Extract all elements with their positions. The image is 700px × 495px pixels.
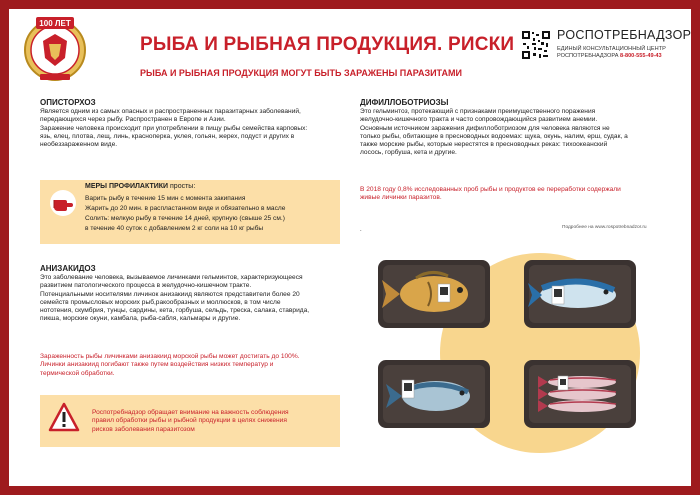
anisakidosis-text: [40, 274, 350, 324]
text-line: рисков заболевания паразитозом: [92, 425, 195, 433]
text-line: Заражение человека происходит при употреблении в пищу рыбы семейства карповых:: [40, 124, 308, 132]
text-line: Роспотребнадзор обращает внимание на важность соблюдения: [92, 409, 289, 416]
diphyllobothriasis-highlight: [360, 186, 670, 203]
warning-triangle-icon: [48, 402, 80, 432]
prevention-item: Варить рыбу в течение 15 мин с момента закипания: [85, 195, 246, 202]
opisthorchiasis-heading: ОПИСТОРХОЗ: [40, 98, 96, 107]
text-line: Это заболевание человека, вызываемое личинками гельминтов, характеризующееся: [40, 274, 303, 281]
text-line: язь, елец, плотва, лещ, линь, красноперка, уклея, гольян, жерех, подуст и других в: [40, 132, 295, 140]
text-line: передающихся через рыбу. Распространен в Европе и Азии.: [40, 116, 226, 124]
qr-code[interactable]: [521, 30, 551, 60]
text-line: пикша, морские окуни, камбала, рыба-сабля, кальмары и другие.: [40, 315, 241, 323]
brand-name: РОСПОТРЕБНАДЗОР: [557, 28, 692, 42]
prevention-item: Жарить до 20 мин. в распластанном виде и обязательно в масле: [85, 205, 286, 212]
text-line: семейств промысловых морских рыб,ракообразных и моллюсков, в том числе: [40, 298, 281, 306]
anisakidosis-heading: АНИЗАКИДОЗ: [40, 264, 96, 273]
text-line: нототения, скумбрия, тунцы, сардины, кета, горбуша, сельдь, треска, салака, ставрида,: [40, 307, 310, 315]
diphyllobothriasis-heading: ДИФИЛЛОБОТРИОЗЫ: [360, 98, 449, 107]
brand-line-2: РОСПОТРЕБНАДЗОРА: [557, 53, 619, 59]
text-line: Является одним из самых опасных и распространенных паразитарных заболеваний,: [40, 108, 301, 115]
source-link[interactable]: Подробнее на www.rospotrebnadzor.ru: [562, 225, 647, 230]
prevention-title-bold: МЕРЫ ПРОФИЛАКТИКИ: [85, 183, 169, 190]
page-subtitle: РЫБА И РЫБНАЯ ПРОДУКЦИЯ МОГУТ БЫТЬ ЗАРАЖЕНЫ ПАРАЗИТАМИ: [140, 68, 462, 78]
text-line: Это гельминтоз, протекающий с признаками преимущественного поражения: [360, 108, 596, 115]
stray-dot: .: [360, 227, 362, 233]
text-line: развитием патологического процесса в желудочно-кишечном тракте.: [40, 282, 252, 290]
text-line: Основным источником заражения дифиллоботриозом для человека являются не: [360, 124, 610, 132]
tray-carp-illustration: [376, 358, 492, 430]
pointing-hand-icon: [50, 190, 76, 216]
tray-herring-illustration: [522, 358, 638, 430]
page-title: РЫБА И РЫБНАЯ ПРОДУКЦИЯ. РИСКИ: [140, 34, 515, 55]
prevention-item: в течение 40 суток с добавлением 2 кг соли на 10 кг рыбы: [85, 225, 264, 232]
brand-line-1: ЕДИНЫЙ КОНСУЛЬТАЦИОННЫЙ ЦЕНТР: [557, 46, 666, 52]
hotline-phone[interactable]: 8-800-555-49-43: [619, 53, 662, 59]
text-line: также морские рыбы, которые нерестятся в пресноводных реках: тихоокеанский: [360, 141, 608, 149]
prevention-title: [85, 183, 195, 190]
text-line: необеззараженном виде.: [40, 141, 118, 149]
text-line: термической обработки.: [40, 369, 115, 377]
prevention-item: Солить: мелкую рыбу в течение 14 дней, крупную (свыше 25 см.): [85, 215, 285, 222]
text-line: лосось, горбуша, кета и другие.: [360, 149, 457, 157]
rospotrebnadzor-100-years-emblem: [22, 14, 88, 84]
text-line: живые личинки паразитов.: [360, 194, 442, 202]
text-line: В 2018 году 0,8% исследованных проб рыбы и продуктов ее переработки содержали: [360, 186, 621, 193]
diphyllobothriasis-text: [360, 108, 670, 158]
text-line: желудочно-кишечного тракта и часто сопровождающийся развитием анемии.: [360, 116, 598, 124]
brand-subtitle: [557, 46, 666, 60]
warning-text: [92, 409, 332, 434]
anisakidosis-highlight: [40, 353, 350, 378]
prevention-title-rest: просты:: [168, 183, 196, 190]
tray-mackerel-illustration: [522, 258, 638, 330]
tray-perch-illustration: [376, 258, 492, 330]
text-line: правил обработки рыбы и рыбной продукции в целях снижения: [92, 417, 287, 425]
text-line: Личинки анизакиид погибают также путем воздействия низких температур и: [40, 361, 274, 369]
text-line: Зараженность рыбы личинками анизакиид морской рыбы может достигать до 100%.: [40, 353, 300, 360]
text-line: только рыбы, обитающие в пресноводных водоемах: щука, окунь, налим, ерш, судак, а: [360, 132, 628, 140]
emblem-badge-text: 100 ЛЕТ: [39, 19, 71, 28]
opisthorchiasis-text: [40, 108, 350, 149]
text-line: Потенциальными носителями личинок анизакиид являются представители более 20: [40, 290, 300, 298]
